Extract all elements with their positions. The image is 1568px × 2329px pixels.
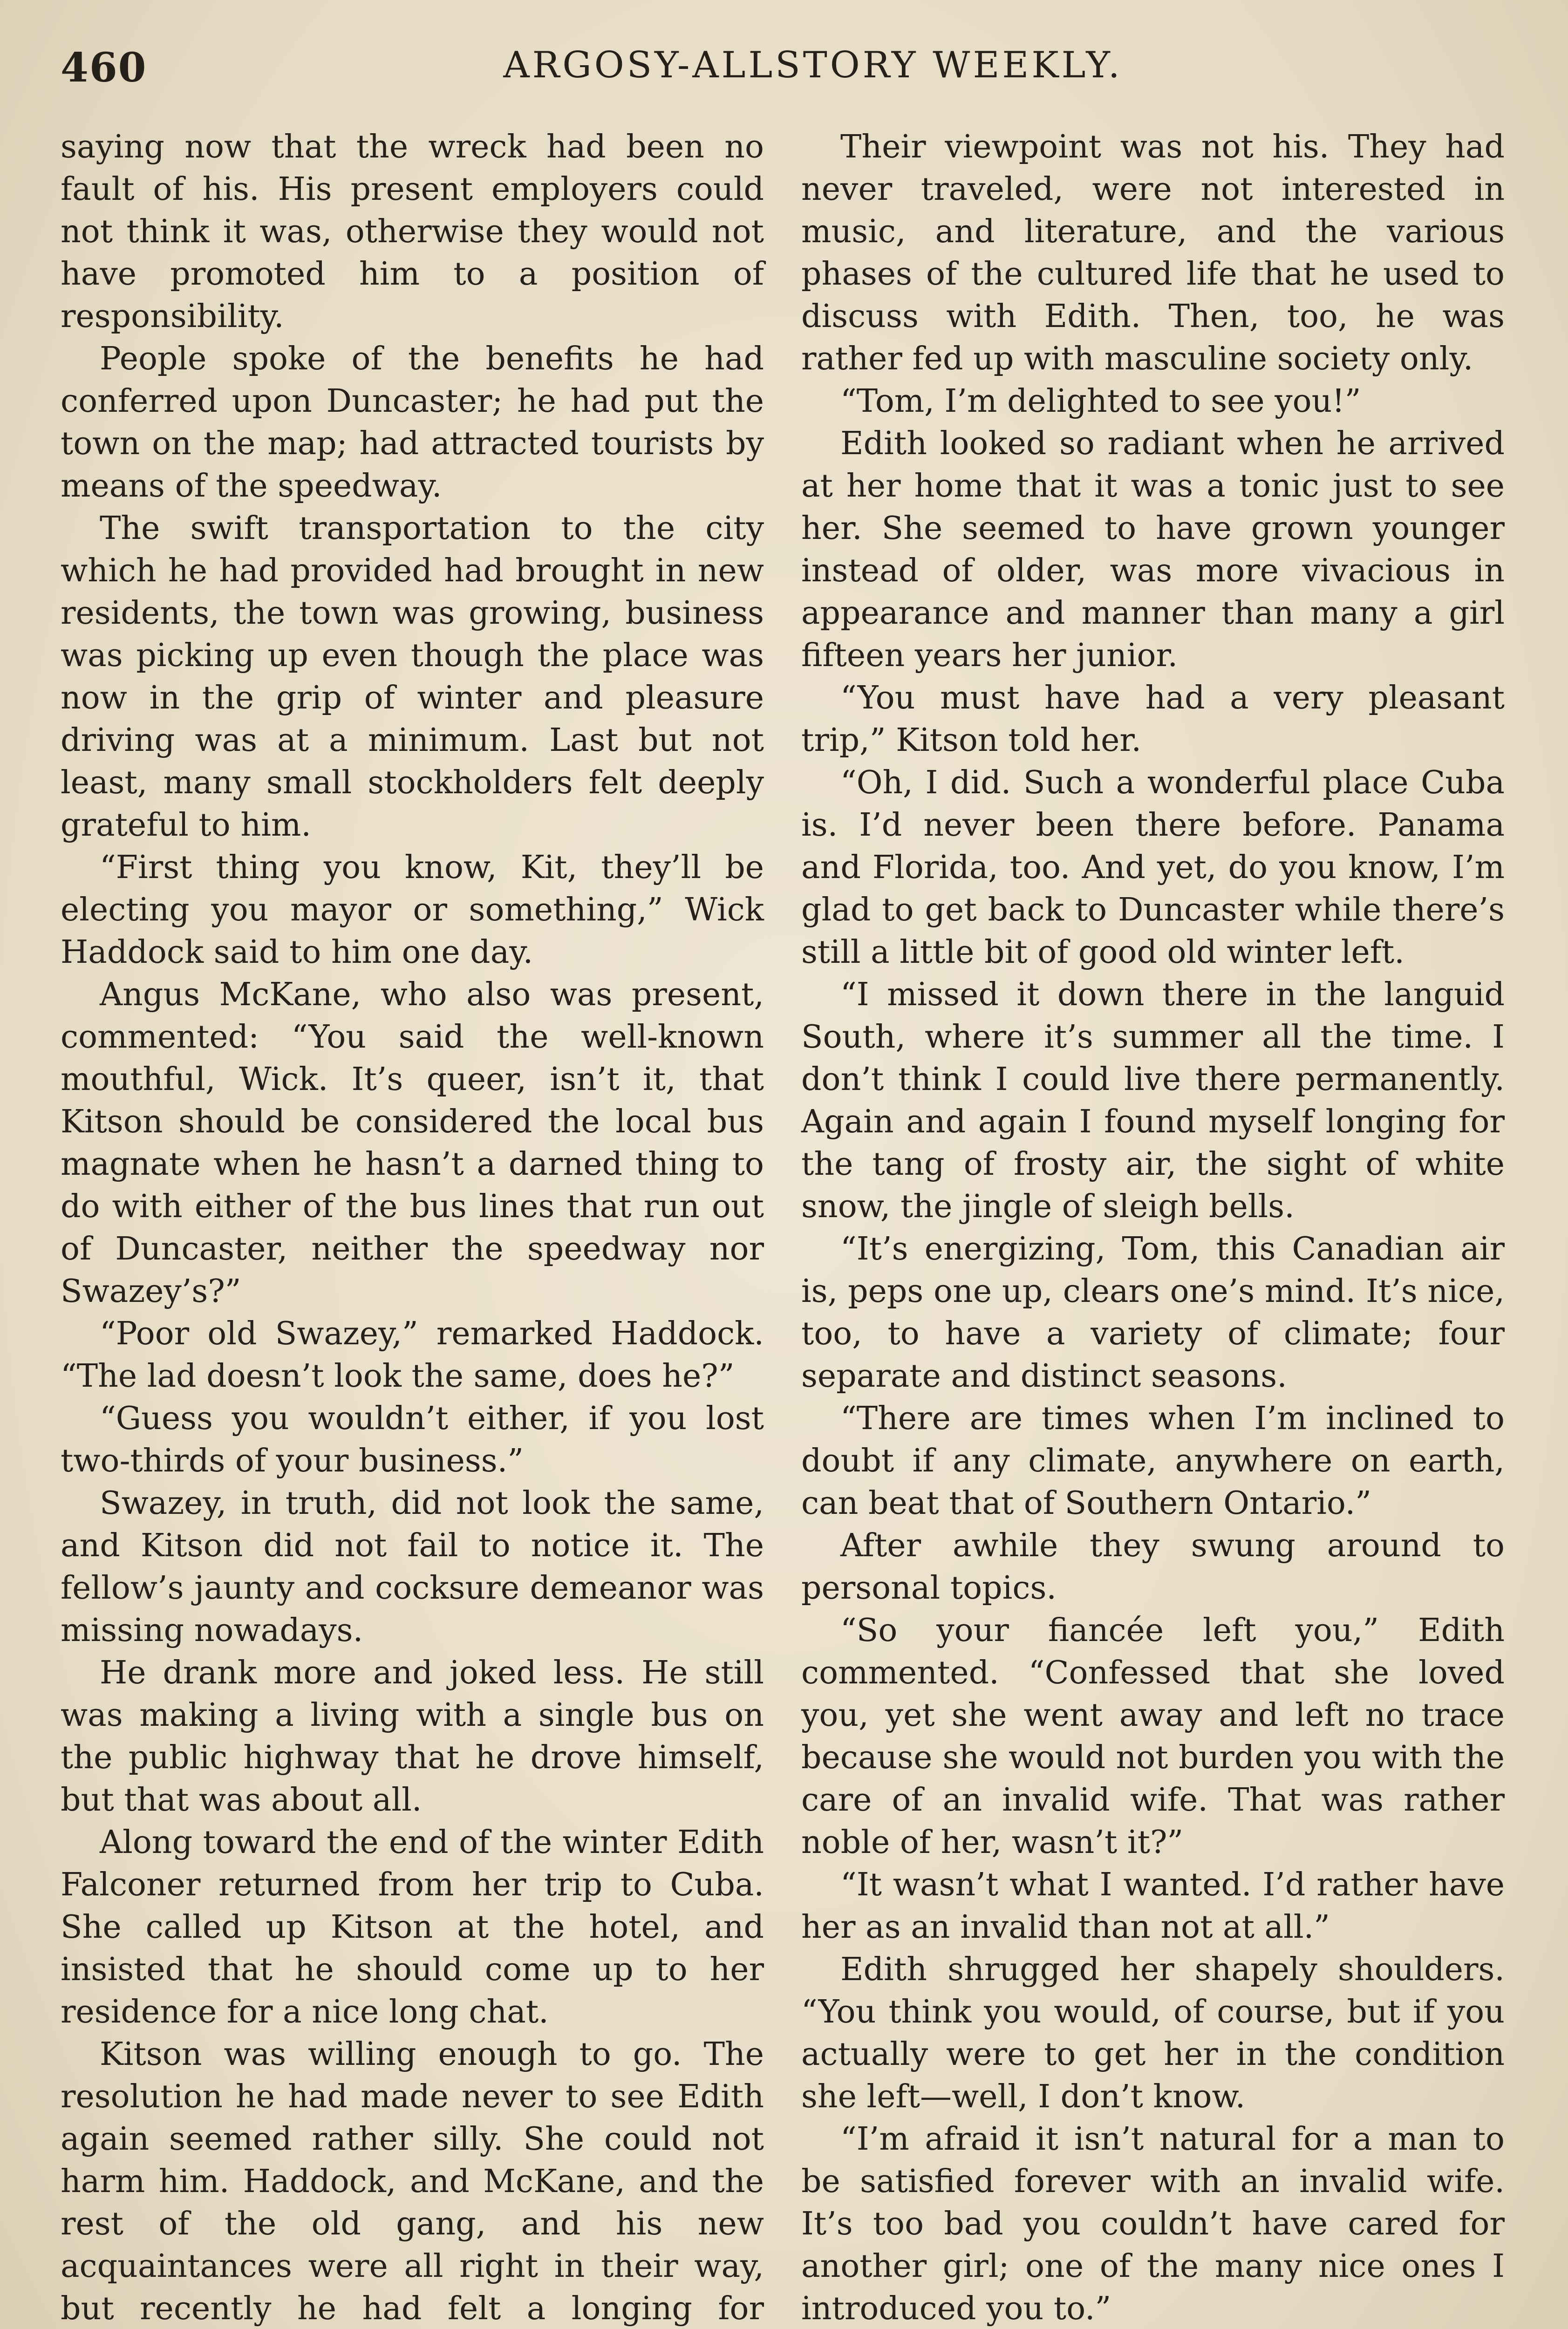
paragraph: “Guess you wouldn’t either, if you lost two-thirds of your business.”: [61, 1400, 764, 1479]
paragraph: Along toward the end of the winter Edith Falconer returned from her trip to Cuba. She called up Kitson at the hotel, and insisted that he should come up to her residence for a nice long chat.: [61, 1824, 764, 2030]
paragraph: “You must have had a very pleasant trip,” Kitson told her.: [801, 680, 1505, 759]
paragraph: Kitson was willing enough to go. The resolution he had made never to see Edith again seemed rather silly. She could not harm him. Haddock, and McKane, and the rest of the old gang, and his new acquaintances were all right in their way, but recently he had felt a longing for: [61, 2036, 764, 2327]
paragraph: “First thing you know, Kit, they’ll be electing you mayor or something,” Wick Haddock said to him one day.: [61, 849, 764, 971]
paragraph: The swift transportation to the city which he had provided had brought in new residents, the town was growing, business was picking up even though the place was now in the grip of winter and pleasure driving was at a minimum. Last but not least, many small stockholders felt deeply grateful to him.: [61, 510, 764, 844]
right-column: [801, 126, 1505, 2329]
paragraph: “I missed it down there in the languid South, where it’s summer all the time. I don’t think I could live there permanently. Again and again I found myself longing for the tang of frosty air, the sight of white snow, the jingle of sleigh bells.: [801, 976, 1505, 1225]
paragraph: “Oh, I did. Such a wonderful place Cuba is. I’d never been there before. Panama and Florida, too. And yet, do you know, I’m glad to get back to Duncaster while there’s still a little bit of good old winter left.: [801, 764, 1505, 971]
paragraph: People spoke of the benefits he had conferred upon Duncaster; he had put the town on the map; had attracted tourists by means of the speedway.: [61, 340, 764, 504]
paragraph: “Poor old Swazey,” remarked Haddock. “The lad doesn’t look the same, does he?”: [61, 1315, 764, 1395]
paragraph: Angus McKane, who also was present, commented: “You said the well-known mouthful, Wick. It’s queer, isn’t it, that Kitson should be considered the local bus magnate when he hasn’t a darned thing to do with either of the bus lines that run out of Duncaster, neither the speedway nor Swazey’s?”: [61, 976, 764, 1310]
paragraph: Edith looked so radiant when he arrived at her home that it was a tonic just to see her. She seemed to have grown younger instead of older, was more vivacious in appearance and manner than many a girl fifteen years her junior.: [801, 425, 1505, 674]
paragraph: He drank more and joked less. He still was making a living with a single bus on the public highway that he drove himself, but that was about all.: [61, 1655, 764, 1818]
paragraph: “It’s energizing, Tom, this Canadian air is, peps one up, clears one’s mind. It’s nice, too, to have a variety of climate; four separate and distinct seasons.: [801, 1231, 1505, 1395]
paragraph: After awhile they swung around to personal topics.: [801, 1527, 1505, 1607]
paragraph: “It wasn’t what I wanted. I’d rather have her as an invalid than not at all.”: [801, 1866, 1505, 1946]
paragraph: Edith shrugged her shapely shoulders. “You think you would, of course, but if you actually were to get her in the condition she left—well, I don’t know.: [801, 1951, 1505, 2115]
left-column: [61, 126, 764, 2329]
paragraph: “I’m afraid it isn’t natural for a man to be satisfied forever with an invalid wife. It’s too bad you couldn’t have cared for another girl; one of the many nice ones I introduced you to.”: [801, 2121, 1505, 2327]
paragraph: Their viewpoint was not his. They had never traveled, were not interested in music, and literature, and the various phases of the cultured life that he used to discuss with Edith. Then, too, he was rather fed up with masculine society only.: [801, 129, 1505, 377]
paragraph: Swazey, in truth, did not look the same, and Kitson did not fail to notice it. The fellow’s jaunty and cocksure demeanor was missing nowadays.: [61, 1485, 764, 1649]
paragraph: saying now that the wreck had been no fault of his. His present employers could not think it was, otherwise they would not have promoted him to a position of responsibility.: [61, 129, 764, 335]
page-number: 460: [61, 44, 147, 91]
paragraph: “There are times when I’m inclined to doubt if any climate, anywhere on earth, can beat that of Southern Ontario.”: [801, 1400, 1505, 1522]
page-header: [61, 44, 1495, 100]
paragraph: “Tom, I’m delighted to see you!”: [840, 383, 1361, 420]
paragraph: “So your fiancée left you,” Edith commented. “Confessed that she loved you, yet she went away and left no trace because she would not burden you with the care of an invalid wife. That was rather noble of her, wasn’t it?”: [801, 1612, 1505, 1861]
running-head: ARGOSY-ALLSTORY WEEKLY.: [503, 44, 1123, 86]
